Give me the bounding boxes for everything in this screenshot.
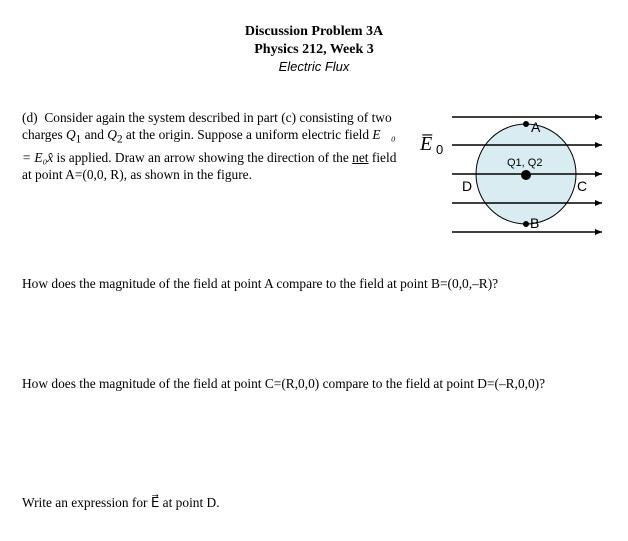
charge-q1-sub: 1	[75, 133, 82, 146]
problem-text-b: at the origin. Suppose a uniform electric field	[122, 127, 373, 142]
part-label: (d)	[22, 110, 38, 125]
topic-subtitle: Electric Flux	[278, 59, 350, 74]
charge-q1: Q	[66, 127, 76, 142]
label-c: C	[577, 178, 588, 194]
charges-label: Q1, Q2	[507, 157, 543, 169]
point-a-dot	[523, 121, 529, 127]
label-a: A	[531, 119, 541, 135]
charge-q2-sub: 2	[116, 133, 123, 146]
question-expression-d: Write an expression for E⃗ at point D.	[22, 495, 220, 510]
label-d: D	[462, 178, 473, 194]
question-c-vs-d: How does the magnitude of the field at point C=(R,0,0) compare to the field at point D=(–R,0,0)?	[22, 376, 546, 391]
problem-text-a: Consider again the system described in part (c) consisting of two charges	[22, 110, 392, 142]
origin-charges-dot	[521, 170, 531, 180]
question-a-vs-b: How does the magnitude of the field at point A compare to the field at point B=(0,0,–R)?	[22, 276, 499, 291]
label-b: B	[530, 215, 540, 231]
field-equation: E⃗₀ = E₀x̂	[22, 127, 396, 165]
charge-q2: Q	[107, 127, 117, 142]
problem-text-and: and	[81, 127, 108, 142]
field-label-sub: 0	[436, 142, 444, 157]
problem-text-d: field at point A=(0,0, R), as shown in the figure.	[22, 149, 397, 182]
net-word: net	[352, 149, 369, 165]
problem-text-c: is applied. Draw an arrow showing the direction of the	[53, 149, 353, 165]
field-label: E̅	[420, 133, 433, 155]
point-b-dot	[523, 221, 529, 227]
course-subtitle: Physics 212, Week 3	[254, 42, 374, 57]
page-title: Discussion Problem 3A	[244, 24, 384, 39]
